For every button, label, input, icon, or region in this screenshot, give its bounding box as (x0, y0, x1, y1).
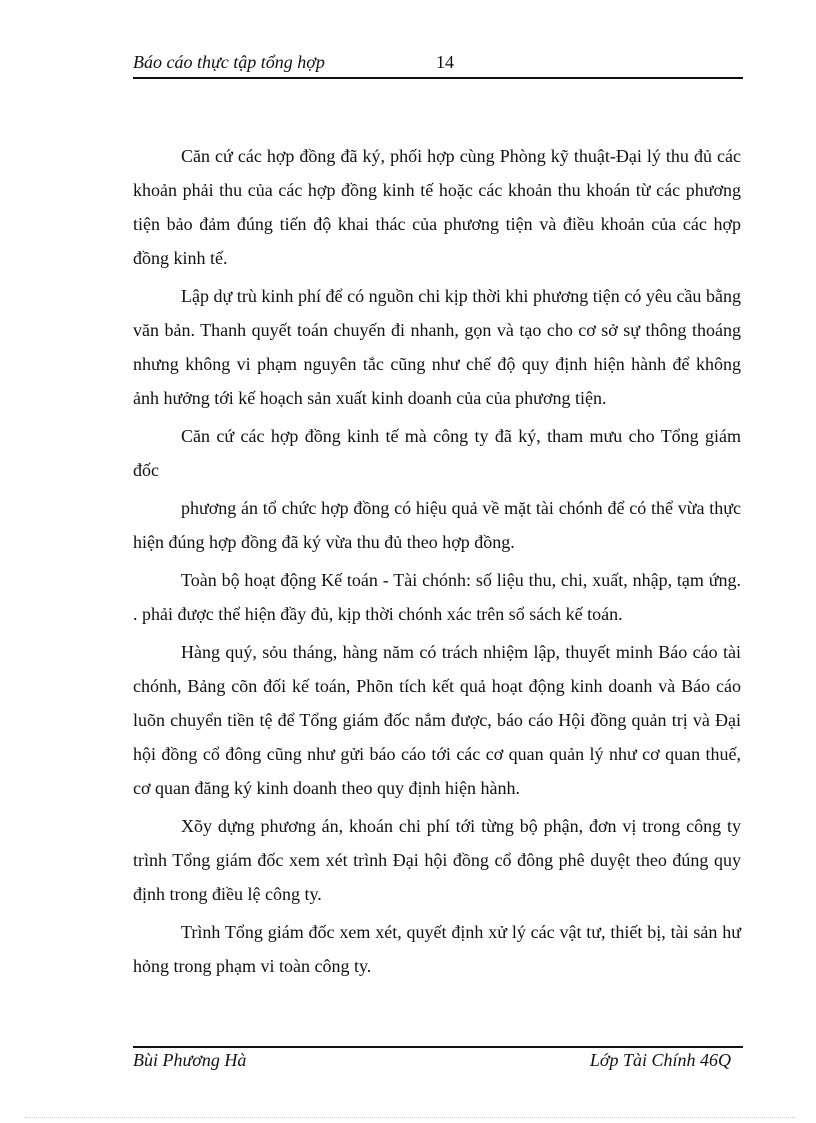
page-footer (133, 1050, 743, 1076)
paragraph: Căn cứ các hợp đồng kinh tế mà công ty đã ký, tham mưu cho Tổng giám đốc (133, 426, 741, 480)
page-header (133, 52, 743, 76)
footer-class: Lớp Tài Chính 46Q (589, 1050, 731, 1070)
footer-author: Bùi Phương Hà (133, 1050, 247, 1070)
paragraph: Hàng quý, sỏu tháng, hàng năm có trách nhiệm lập, thuyết minh Báo cáo tài chónh, Bảng cõn đối kế toán, Phõn tích kết quả hoạt động kinh doanh và Báo cáo luõn chuyển tiền tệ để Tổng giám đốc nắm được, báo cáo Hội đồng quản trị và Đại hội đồng cổ đông cũng như gửi báo cáo tới các cơ quan quản lý như cơ quan thuế, cơ quan đăng ký kinh doanh theo quy định hiện hành. (133, 642, 741, 798)
paragraph: phương án tổ chức hợp đồng có hiệu quả về mặt tài chónh để có thể vừa thực hiện đúng hợp đồng đã ký vừa thu đủ theo hợp đồng. (133, 498, 741, 552)
header-title: Báo cáo thực tập tổng hợp (133, 52, 325, 72)
paragraph: Toàn bộ hoạt động Kế toán - Tài chónh: số liệu thu, chi, xuất, nhập, tạm ứng. . phải được thể hiện đầy đủ, kịp thời chónh xác trên sổ sách kế toán. (133, 570, 741, 624)
page-number: 14 (436, 52, 454, 72)
paragraph: Trình Tổng giám đốc xem xét, quyết định xử lý các vật tư, thiết bị, tài sản hư hỏng trong phạm vi toàn công ty. (133, 922, 741, 976)
page-bottom-border (25, 1117, 795, 1118)
document-body (133, 139, 741, 987)
footer-divider (133, 1046, 743, 1048)
paragraph: Xõy dựng phương án, khoán chi phí tới từng bộ phận, đơn vị trong công ty trình Tổng giám đốc xem xét trình Đại hội đồng cổ đông phê duyệt theo đúng quy định trong điều lệ công ty. (133, 816, 741, 904)
paragraph: Căn cứ các hợp đồng đã ký, phối hợp cùng Phòng kỹ thuật-Đại lý thu đủ các khoản phải thu của các hợp đồng kinh tế hoặc các khoản thu khoán từ các phương tiện bảo đảm đúng tiến độ khai thác của phương tiện và điều khoản của các hợp đồng kinh tế. (133, 146, 741, 268)
paragraph: Lập dự trù kinh phí để có nguồn chi kịp thời khi phương tiện có yêu cầu bằng văn bản. Thanh quyết toán chuyến đi nhanh, gọn và tạo cho cơ sở sự thông thoáng nhưng không vi phạm nguyên tắc cũng như chế độ quy định hiện hành để không ảnh hưởng tới kế hoạch sản xuất kinh doanh của của phương tiện. (133, 286, 741, 408)
header-divider (133, 77, 743, 79)
